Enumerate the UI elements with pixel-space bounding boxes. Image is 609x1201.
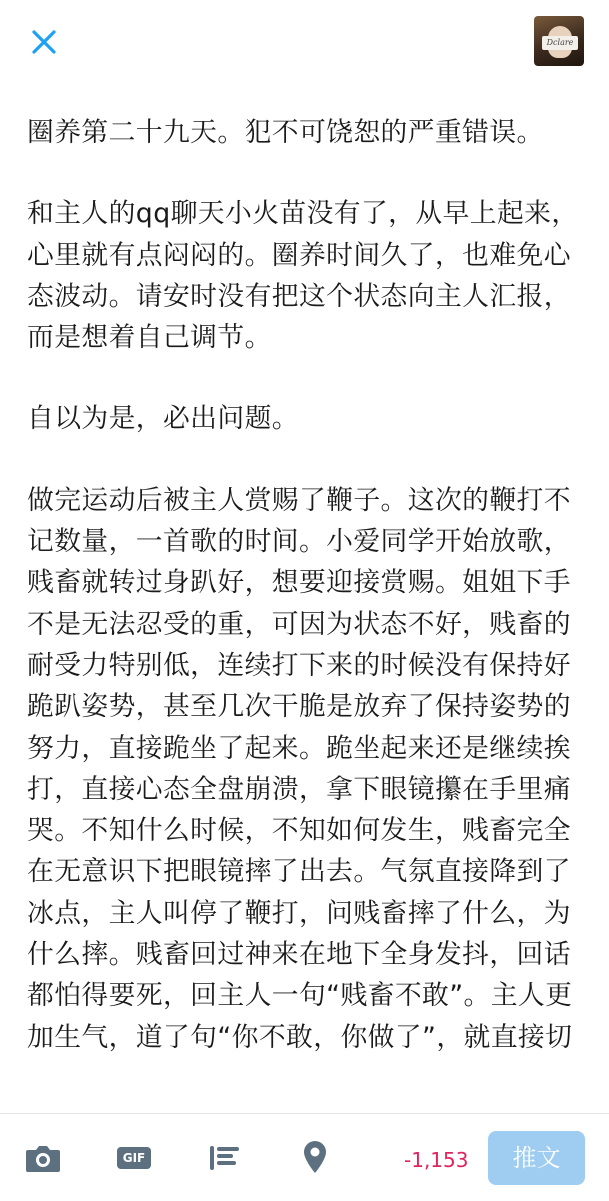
gif-button[interactable] [117,1147,151,1169]
close-icon [24,22,64,62]
compose-toolbar [0,1113,609,1201]
poll-button[interactable] [208,1142,242,1178]
camera-button[interactable] [24,1142,62,1178]
gif-icon: GIF [122,1151,146,1165]
location-button[interactable] [302,1139,328,1179]
avatar-card [542,36,578,50]
avatar-label: Dclare [546,38,574,47]
poll-icon [208,1142,242,1174]
paragraph: 和主人的qq聊天小火苗没有了，从早上起来，心里就有点闷闷的。圈养时间久了，也难免心态波动。请安时没有把这个状态向主人汇报，而是想着自己调节。 [27,198,579,354]
paragraph: 圈养第二十九天。犯不可饶恕的严重错误。 [27,117,544,148]
paragraph: 自以为是，必出问题。 [27,403,299,435]
tweet-text-area[interactable] [27,112,587,1112]
tweet-button[interactable]: 推文 [488,1131,585,1185]
compose-header [0,0,609,84]
close-button[interactable] [24,22,64,62]
paragraph: 做完运动后被主人赏赐了鞭子。这次的鞭打不记数量，一首歌的时间。小爱同学开始放歌，贱畜就转过身趴好，想要迎接赏赐。姐姐下手不是无法忍受的重，可因为状态不好，贱畜的耐受力特别低，连续打下来的时候没有保持好跪趴姿势，甚至几次干脆是放弃了保持姿势的努力，直接跪坐了起来。跪坐起来还是继续挨打，直接心态全盘崩溃，拿下眼镜攥在手里痛哭。不知什么时候，不知如何发生，贱畜完全在无意识下把眼镜摔了出去。气氛直接降到了冰点，主人叫停了鞭打，问贱畜摔了什么，为什么摔。贱畜回过神来在地下全身发抖，回话都怕得要死，回主人一句“贱畜不敢”。主人更加生气，道了句“你不敢，你做了”，就直接切 [27,484,573,1053]
character-counter: -1,153 [404,1148,469,1172]
avatar[interactable] [534,16,584,66]
camera-icon [24,1142,62,1174]
location-icon [302,1139,328,1175]
